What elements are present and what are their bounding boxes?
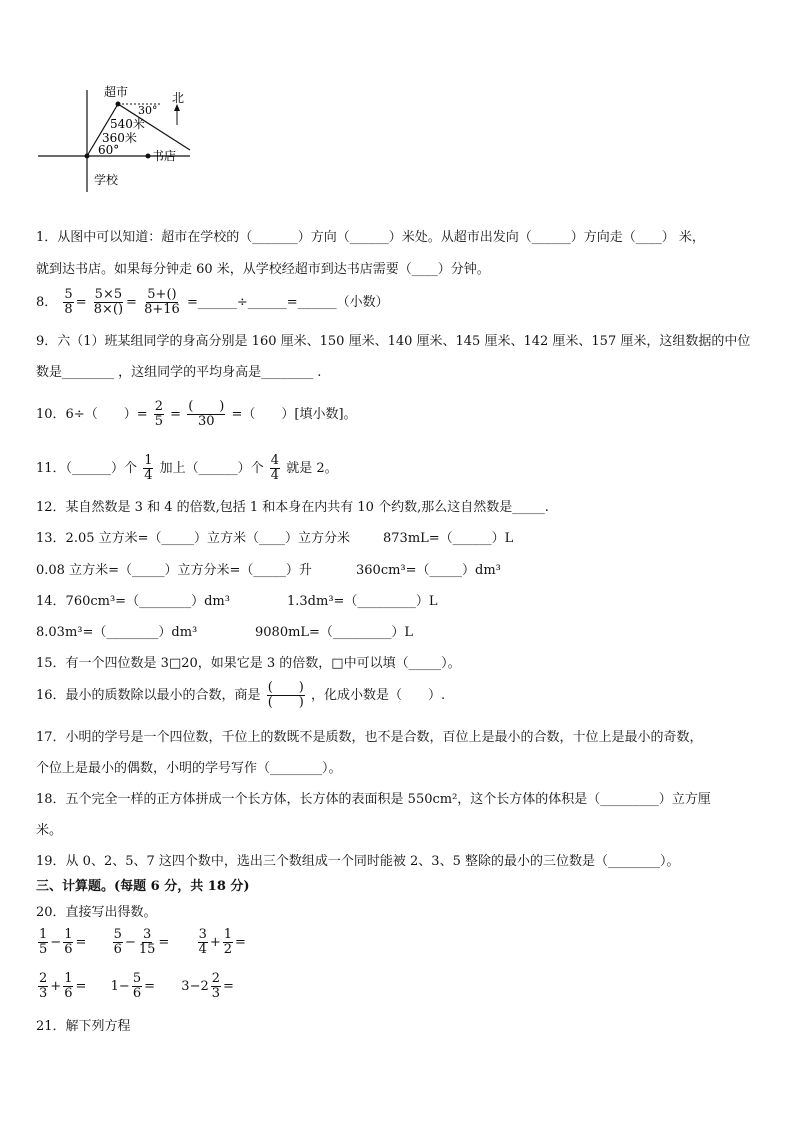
q20-r1-b: $\frac{5}{6}$ − $\frac{3}{15}$ =: [113, 927, 170, 957]
school-point: [85, 154, 90, 159]
supermarket-point: [116, 102, 121, 107]
distance-540-label: 540米: [110, 117, 145, 131]
angle-60-label: 60°: [98, 143, 120, 157]
section-3-heading: 三、计算题。(每题 6 分，共 18 分): [36, 879, 250, 894]
q8-tail: =______÷______=______（小数）: [186, 295, 389, 310]
bookstore-point: [146, 154, 151, 159]
supermarket-label: 超市: [104, 85, 129, 99]
question-13-line-2a: 0.08 立方米=（_____）立方分米=（_____）升: [36, 563, 312, 578]
question-17-line-1: 17．小明的学号是一个四位数，千位上的数既不是质数，也不是合数，百位上是最小的合数，十位上是最小的奇数，: [36, 730, 703, 745]
question-9-line-1: 9．六（1）班某组同学的身高分别是 160 厘米、150 厘米、140 厘米、145 厘米、142 厘米、157 厘米，这组数据的中位: [36, 334, 751, 349]
question-14-line-1a: 14．760cm³=（________）dm³: [36, 594, 230, 609]
question-12: 12．某自然数是 3 和 4 的倍数,包括 1 和本身在内共有 10 个约数,那么这自然数是_____.: [36, 500, 549, 515]
bookstore-label: 书店: [152, 149, 177, 163]
q11-fraction-1: $\frac{1}{4}$: [144, 453, 153, 483]
q16-tail: ，化成小数是（ ）.: [310, 688, 446, 703]
question-13-line-1a: 13．2.05 立方米=（_____）立方米（____）立方分米: [36, 531, 351, 546]
location-diagram: [30, 80, 210, 195]
question-20-title: 20．直接写出得数。: [36, 905, 157, 920]
school-label: 学校: [94, 173, 119, 187]
q16-fraction: $\frac{( )}{( )}$: [267, 680, 304, 710]
q16-prefix: 16．最小的质数除以最小的合数，商是: [36, 688, 261, 703]
question-10: [36, 400, 357, 429]
q20-row-2: [36, 972, 234, 1001]
q10-prefix: 10．6÷（ ）=: [36, 407, 148, 422]
angle-30-label: 30°: [138, 104, 158, 117]
q10-fraction-1: $\frac{2}{5}$: [154, 399, 164, 429]
question-19: 19．从 0、2、5、7 这四个数中，选出三个数组成一个同时能被 2、3、5 整除的最小的三位数是（________）。: [36, 854, 680, 869]
q20-r1-a: $\frac{1}{5}$ − $\frac{1}{6}$ =: [39, 927, 87, 957]
q8-fraction-1: $\frac{5}{8}$: [64, 287, 73, 317]
question-18-line-1: 18．五个完全一样的正方体拼成一个长方体，长方体的表面积是 550cm²，这个长方体的体积是（_________）立方厘: [36, 792, 711, 807]
question-13-line-1b: 873mL=（______）L: [383, 531, 514, 546]
question-18-line-2: 米。: [36, 823, 63, 838]
north-label: 北: [172, 91, 185, 105]
q8-number: 8．: [36, 295, 58, 310]
q8-fraction-2: $\frac{5\times 5}{8\times()}$: [93, 287, 124, 317]
north-arrow-head-icon: [174, 104, 180, 111]
distance-360-label: 360米: [102, 131, 137, 145]
question-14-line-1b: 1.3dm³=（_________）L: [287, 594, 438, 609]
question-13-line-2b: 360cm³=（_____）dm³: [356, 563, 501, 578]
q20-row-1: [36, 928, 246, 957]
q11-prefix: 11．（______）个: [36, 461, 138, 476]
q11-fraction-2: $\frac{4}{4}$: [270, 453, 280, 483]
q20-r2-a: $\frac{2}{3}$ + $\frac{1}{6}$ =: [39, 971, 87, 1001]
q11-tail: 就是 2。: [286, 461, 338, 476]
question-11: [36, 454, 338, 483]
q11-mid: 加上（______）个: [159, 461, 264, 476]
question-15: 15．有一个四位数是 3□20，如果它是 3 的倍数，□中可以填（_____）。: [36, 656, 461, 671]
q10-equals: =: [170, 407, 182, 422]
question-21: 21．解下列方程: [36, 1019, 131, 1034]
question-17-line-2: 个位上是最小的偶数，小明的学号写作（________）。: [36, 761, 342, 776]
question-14-line-2a: 8.03m³=（________）dm³: [36, 625, 198, 640]
q20-r1-c: $\frac{3}{4}$ + $\frac{1}{2}$ =: [198, 927, 246, 957]
question-1-line-1: 1．从图中可以知道：超市在学校的（_______）方向（______）米处。从超市出发向（______）方向走（____） 米，: [36, 230, 705, 245]
q20-r2-b: 1− $\frac{5}{6}$ =: [110, 971, 156, 1001]
question-9-line-2: 数是________ ，这组同学的平均身高是________ .: [36, 365, 322, 380]
question-14-line-2b: 9080mL=（_________）L: [255, 625, 414, 640]
q10-tail: =（ ）[填小数]。: [231, 407, 357, 422]
q20-r2-c: 3−2 $\frac{2}{3}$ =: [181, 971, 234, 1001]
q8-fraction-3: $\frac{5+()}{8+16}$: [144, 287, 180, 317]
question-1-line-2: 就到达书店。如果每分钟走 60 米，从学校经超市到达书店需要（____）分钟。: [36, 262, 490, 277]
question-16: [36, 681, 445, 710]
question-8: 8． $\frac{5}{8}$ = $\frac{5\times 5}{8\times()}$ = $\frac{5+()}{8+16}$ =______÷______=______（小数）: [36, 287, 389, 317]
q10-fraction-2: $\frac{( )}{30}$: [188, 399, 225, 429]
